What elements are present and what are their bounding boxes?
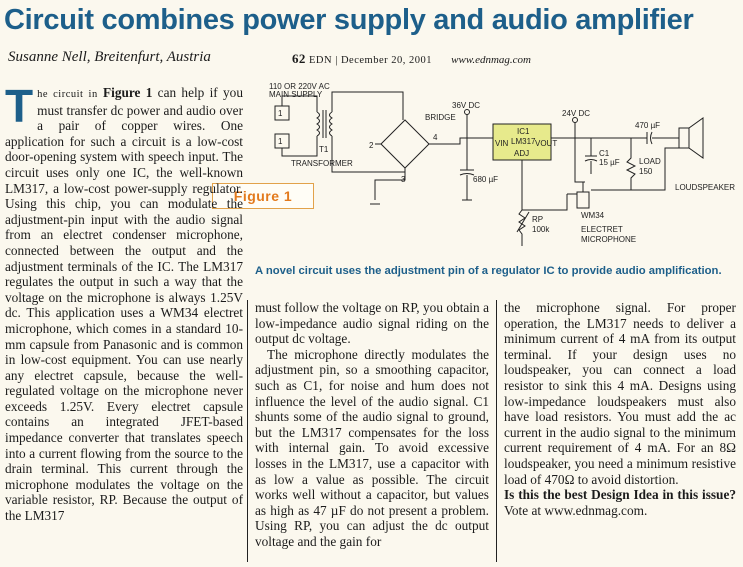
label-n3: 3 [401,175,406,184]
column-2-para-1: must follow the voltage on RP, you obtain a low-impedance audio signal riding on the output dc voltage. [255,300,489,347]
column-divider [247,300,248,562]
lead-in: he circuit in [37,89,98,100]
drop-cap: T [5,80,34,132]
issue-date: December 20, 2001 [340,55,432,66]
label-v36: 36V DC [452,101,481,110]
label-n2: 2 [369,141,374,150]
byline: Susanne Nell, Breitenfurt, Austria [8,49,211,65]
label-v24: 24V DC [562,109,591,118]
label-load: LOAD [639,157,661,166]
label-ic-adj: ADJ [514,149,530,158]
label-transformer: TRANSFORMER [291,159,353,168]
label-n1: 1 [278,109,283,118]
magazine-name: EDN [308,55,333,66]
column-2-para-2: The microphone directly modulates the adjustment pin, so a smoothing capacitor, such as C1, for noise and hum does not influence the level of the audio signal. C1 shunts some of the audio signal to ground, but the LM317 compensates for the loss with internal gain. To avoid excessive losses in the LM317, use a capacitor with as low a value as possible. The circuit works well without a capacitor, but values as high as 47 µF do not present a problem. Using RP, you can adjust the dc output voltage and the gain for [255,346,489,549]
label-supply: 110 OR 220V AC [269,82,330,91]
column-1 [5,80,243,524]
vote-question: Is this the best Design Idea in this issue? [504,487,736,503]
label-vin: VIN [495,139,509,148]
label-c1val: 15 µF [599,158,620,167]
figure-reference: Figure 1 [103,85,153,100]
label-rp: RP [532,215,544,224]
label-n1b: 1 [278,137,283,146]
label-speaker: LOUDSPEAKER [675,183,736,192]
label-mic: WM34 [581,211,605,220]
figure-caption: A novel circuit uses the adjustment pin of a regulator IC to provide audio amplification. [255,265,722,277]
transformer-secondary [330,112,333,136]
figure-label: Figure 1 [212,183,314,209]
label-supply2: MAIN SUPPLY [269,90,323,99]
vote-line [504,487,736,518]
load-resistor [627,138,635,190]
vote-link[interactable]: Vote at www.ednmag.com. [504,502,648,518]
label-load-val: 150 [639,167,653,176]
circuit-schematic [255,82,743,262]
column-3-para-1: the microphone signal. For proper operation, the LM317 needs to deliver a minimum current of 4 mA from its output terminal. If your design uses no loudspeaker, you can connect a load resistor to sink this 4 mA. Designs using low-impedance loudspeakers must also have load resistors. You must add the ac current in the audio signal to the minimum current requirement of 4 mA. For an 8Ω loudspeaker, you need a minimum resistive load of 470Ω to avoid distortion. [504,300,736,487]
page-meta: 62 EDN | December 20, 2001 www.ednmag.com [292,51,531,66]
column-3 [504,300,736,518]
label-ic: IC1 [517,127,530,136]
article-title: Circuit combines power supply and audio amplifier [4,4,694,36]
label-c1: C1 [599,149,610,158]
label-n4: 4 [433,133,438,142]
magazine-url[interactable]: www.ednmag.com [451,54,531,66]
label-vout: VOUT [535,139,558,148]
column-1-text: can help if you must transfer dc power and audio over a pair of copper wires. One application for such a circuit is a low-cost door-opening system with speech input. The circuit uses only one IC, the well-known LM317, a low-cost power-supply regulator. Using this chip, you can modulate the adjustment-pin input with the audio signal from an electret condenser microphone, connected between the output and the adjustment terminals of the IC. The LM317 regulates the output in such a way that the voltage on the microphone is always 1.25V dc. This application uses a WM34 electret microphone, which comes in a standard 10-mm capsule from Panasonic and is common in low-cost equipment. You can use nearly any electret capsule, because the well-regulated voltage on the microphone never exceeds 1.25V. Every electret capsule contains an integrated JFET-based impedance converter that translates speech into a current flowing from the source to the drain terminal. This current through the microphone modulates the voltage on the variable resistor, RP. Because the output of the LM317 [5,85,243,524]
page-number: 62 [292,51,306,66]
column-divider [496,300,497,562]
loudspeaker [679,128,689,148]
column-2 [255,300,489,550]
bridge-rectifier [381,120,429,168]
label-rp-val: 100k [532,225,550,234]
label-c680: 680 µF [473,175,499,184]
transformer-primary [317,112,320,136]
microphone [577,192,589,208]
label-mic3: MICROPHONE [581,235,637,244]
label-c470: 470 µF [635,121,661,130]
label-ic-part: LM317 [511,137,536,146]
label-mic2: ELECTRET [581,225,623,234]
label-t1: T1 [319,145,329,154]
label-bridge: BRIDGE [425,113,456,122]
